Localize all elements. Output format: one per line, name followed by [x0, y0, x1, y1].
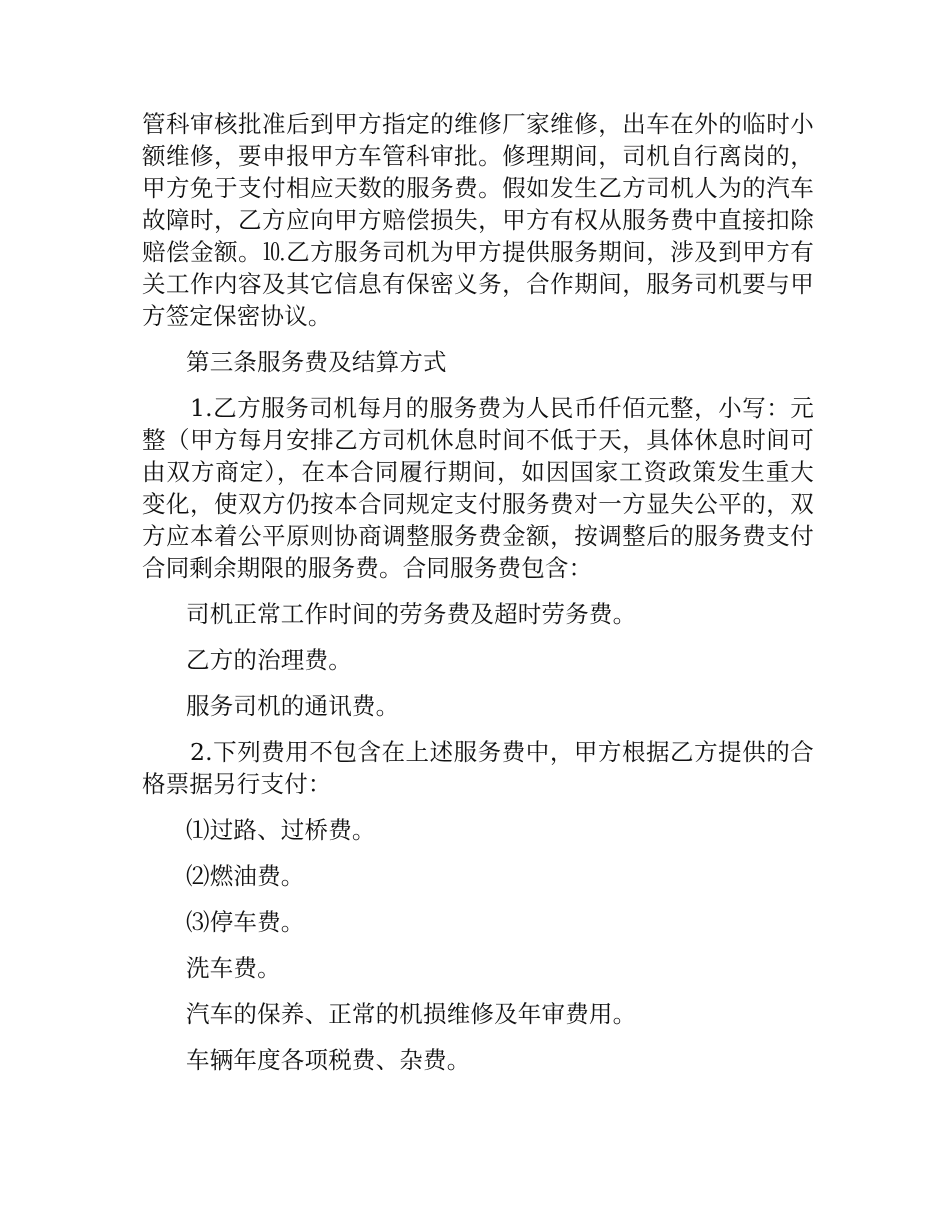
list-item-car-wash-fee: 洗车费。	[186, 954, 281, 982]
document-body	[142, 108, 814, 1090]
list-item-management-fee: 乙方的治理费。	[186, 646, 352, 674]
list-item-toll-fee: ⑴过路、过桥费。	[186, 816, 376, 844]
list-item-parking-fee: ⑶停车费。	[186, 908, 305, 936]
paragraph-maintenance-terms: 管科审核批准后到甲方指定的维修厂家维修，出车在外的临时小额维修，要申报甲方车管科审批。修理期间，司机自行离岗的，甲方免于支付相应天数的服务费。假如发生乙方司机人为的汽车故障时，乙方应向甲方赔偿损失，甲方有权从服务费中直接扣除赔偿金额。⒑乙方服务司机为甲方提供服务期间，涉及到甲方有关工作内容及其它信息有保密义务，合作期间，服务司机要与甲方签定保密协议。	[142, 110, 814, 330]
list-item-communication-fee: 服务司机的通讯费。	[186, 692, 400, 720]
list-item-labor-fee: 司机正常工作时间的劳务费及超时劳务费。	[186, 600, 637, 628]
list-item-vehicle-taxes: 车辆年度各项税费、杂费。	[186, 1046, 471, 1074]
section-heading-article-three: 第三条服务费及结算方式	[186, 348, 447, 376]
list-item-fuel-fee: ⑵燃油费。	[186, 862, 305, 890]
paragraph-service-fee: 1.乙方服务司机每月的服务费为人民币仟佰元整，小写：元整（甲方每月安排乙方司机休息时间不低于天，具体休息时间可由双方商定），在本合同履行期间，如因国家工资政策发生重大变化，使双方仍按本合同规定支付服务费对一方显失公平的，双方应本着公平原则协商调整服务费金额，按调整后的服务费支付合同剩余期限的服务费。合同服务费包含：	[142, 394, 814, 582]
paragraph-excluded-fees: 2.下列费用不包含在上述服务费中，甲方根据乙方提供的合格票据另行支付：	[142, 738, 814, 798]
list-item-maintenance-fee: 汽车的保养、正常的机损维修及年审费用。	[186, 1000, 637, 1028]
